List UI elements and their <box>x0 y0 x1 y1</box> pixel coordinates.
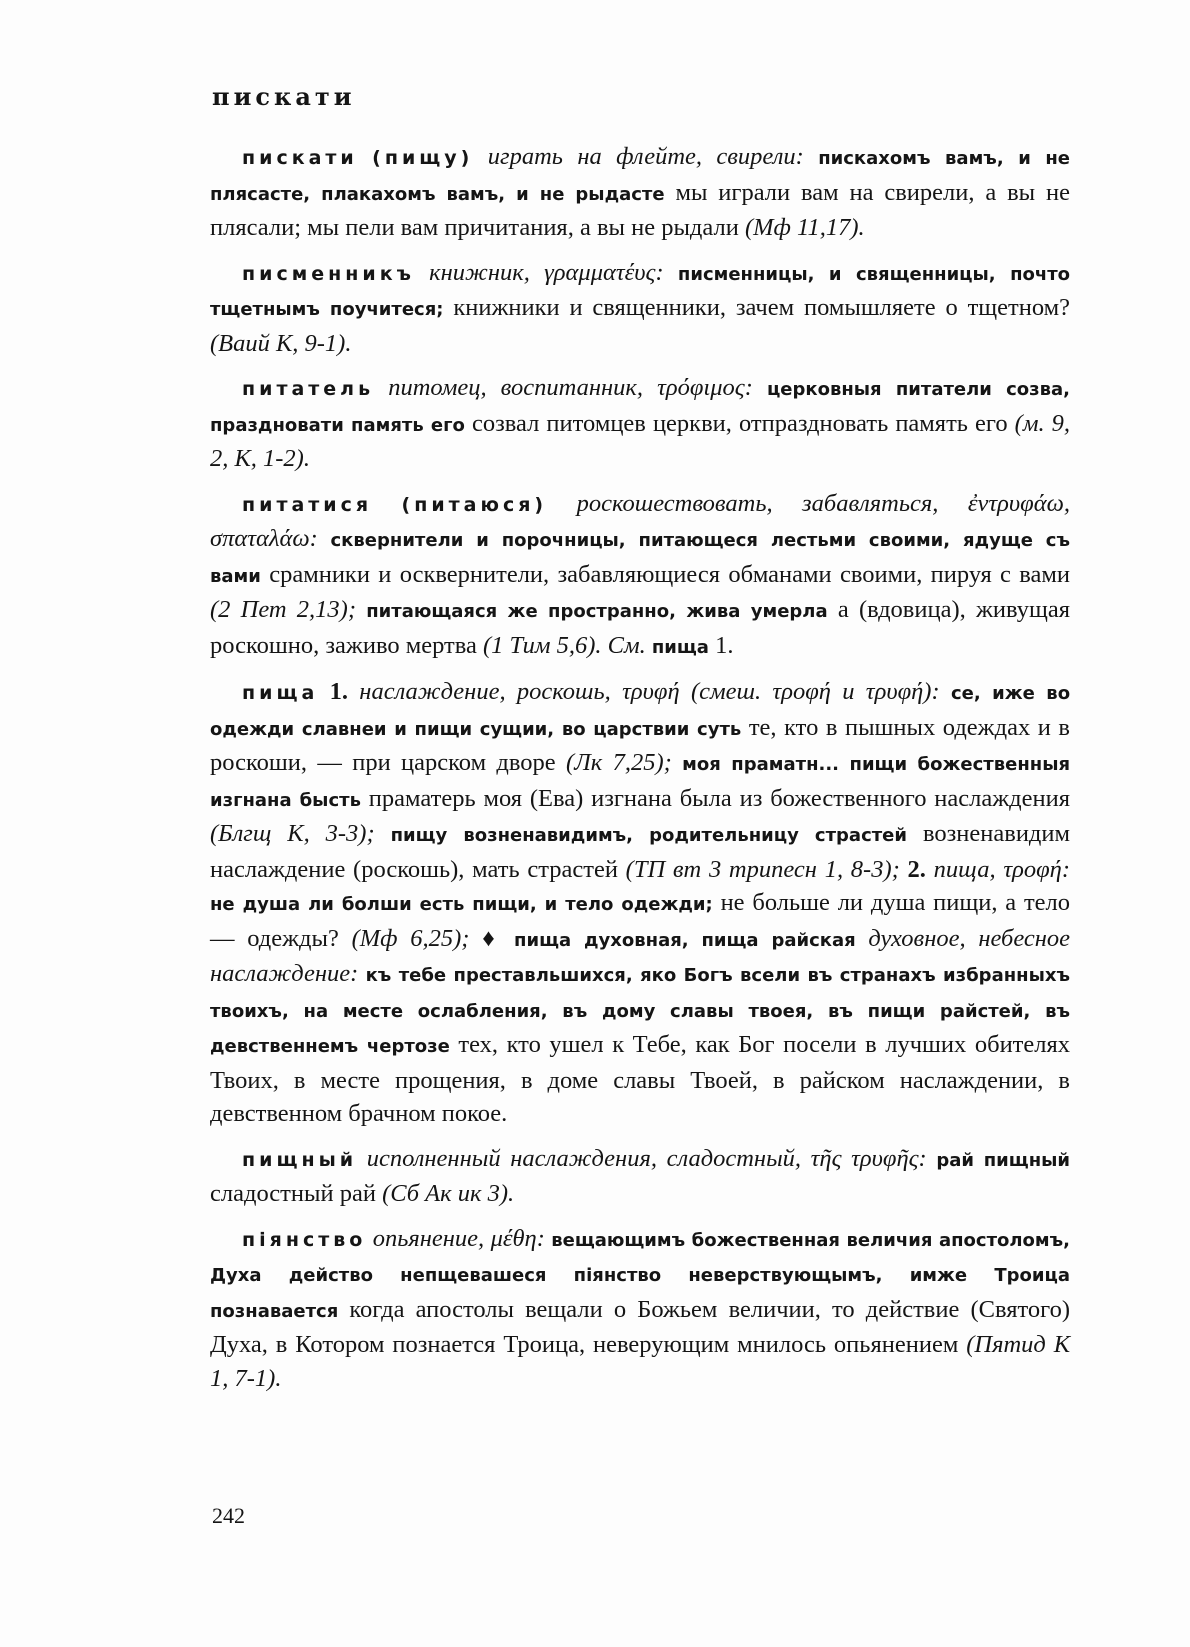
entry-quote: къ тебе преставльшихся, яко Богъ всели въ странахъ избранныхъ твоихъ, на месте ослабления, въ дому славы твоея, въ пищи райстей, въ девственнемъ чертозе <box>210 965 1071 1057</box>
entry-greek: τῆς τρυφῆς: <box>810 1144 927 1172</box>
entry-translation: не больше ли душа пищи, а тело — одежды? <box>210 889 1071 952</box>
entry-translation: сладостный рай <box>210 1180 376 1207</box>
entry-headword: пискати <box>242 147 358 169</box>
entry-translation: тех, кто ушел к Тебе, как Бог посели в лучших обителях Твоих, в месте прощения, в доме славы Твоей, в райском наслаждении, в девственном брачном покое. <box>210 1031 1071 1127</box>
entry-note: (смеш. τροφή и τρυφή): <box>690 678 940 705</box>
entry-translation: праматерь моя (Ева) изгнана была из божественного наслаждения <box>368 784 1070 812</box>
entry-translation: мы играли вам на свирели, а вы не плясали; мы пели вам причитания, а вы не рыдали <box>210 178 1070 241</box>
dictionary-entry <box>210 487 1070 665</box>
entry-reference: (Пятид К 1, 7-1). <box>210 1331 1070 1392</box>
entry-headword: питатель <box>242 378 375 400</box>
entry-quote: сквернители и порочницы, питающеся лестьми своими, ядуще съ вами <box>210 530 1070 587</box>
entry-greek: τρυφή <box>622 678 680 705</box>
dictionary-body <box>210 140 1070 1406</box>
entry-headword: пища <box>242 682 319 704</box>
entry-headword: писменникъ <box>242 262 415 285</box>
entry-reference: (1 Тим 5,6). <box>483 631 602 659</box>
entry-greek: μέθη: <box>490 1224 545 1252</box>
see-also-number: 1. <box>715 631 734 659</box>
entry-quote: се, иже во одежди славнеи и пищи сущии, во царствии суть <box>210 683 1071 740</box>
entry-grammar: (питаюся) <box>401 493 548 516</box>
entry-meaning: опьянение, <box>372 1224 485 1252</box>
entry-meaning: наслаждение, роскошь, <box>359 678 611 705</box>
entry-reference: (Мф 6,25); <box>351 924 470 952</box>
entry-headword: пищный <box>242 1148 358 1171</box>
dictionary-entry <box>210 1222 1070 1396</box>
entry-quote: писменницы, и священницы, почто тщетнымъ поучитеся; <box>210 263 1071 320</box>
entry-translation: срамники и осквернители, забавляющиеся обманами своими, пируя с вами <box>269 560 1070 588</box>
entry-reference: (м. 9, 2, К, 1-2). <box>210 409 1071 472</box>
entry-reference: (Ваий К, 9-1). <box>210 329 352 357</box>
entry-reference: (Сб Ак ик 3). <box>382 1180 515 1207</box>
dictionary-entry <box>210 371 1070 476</box>
entry-greek: γραμματέυς: <box>544 258 664 286</box>
entry-meaning: книжник, <box>429 258 530 286</box>
entry-translation: когда апостолы вещали о Божьем величии, то действие (Святого) Духа, в Котором познается Троица, неверующим мнилось опьянением <box>210 1295 1070 1358</box>
entry-reference: (Лк 7,25); <box>566 749 672 776</box>
entry-translation: а (вдовица), живущая роскошно, заживо мертва <box>210 596 1070 659</box>
entry-reference: (2 Пет 2,13); <box>210 596 356 623</box>
entry-quote: пискахомъ вамъ, и не плясасте, плакахомъ вамъ, и не рыдасте <box>210 148 1071 205</box>
entry-phrase: пища духовная, пища райская <box>514 929 856 951</box>
entry-quote: не душа ли болши есть пищи, и тело одежди; <box>210 894 713 915</box>
entry-translation: те, кто в пышных одеждах и в роскоши, — при царском дворе <box>210 713 1070 776</box>
entry-reference: (Мф 11,17). <box>744 214 865 241</box>
page-number: 242 <box>212 1503 245 1528</box>
entry-meaning: пища, <box>933 855 996 883</box>
entry-reference: (ТП вт 3 трипесн 1, 8-3); <box>625 855 900 883</box>
sense-number: 1. <box>329 678 348 705</box>
see-also-label: См. <box>607 631 646 659</box>
entry-translation: возненавидим наслаждение (роскошь), мать страстей <box>210 820 1071 883</box>
entry-quote: церковныя питатели созва, праздновати память его <box>210 379 1070 436</box>
see-also-link[interactable]: пища <box>651 636 709 658</box>
dictionary-entry <box>210 140 1070 245</box>
entry-translation: созвал питомцев церкви, отпраздновать память его <box>472 409 1008 437</box>
entry-meaning: играть на флейте, свирели: <box>487 143 804 170</box>
entry-quote: моя праматн... пищи божественныя изгнана бысть <box>210 754 1071 811</box>
entry-meaning: исполненный наслаждения, сладостный, <box>366 1144 802 1172</box>
sense-number: 2. <box>907 855 926 883</box>
entry-greek: ἐντρυφάω, σπαταλάω: <box>210 489 1070 552</box>
entry-grammar: (пищу) <box>372 147 474 169</box>
entry-headword: питатися <box>242 493 373 516</box>
entry-meaning: роскошествовать, забавляться, <box>576 489 939 517</box>
diamond-icon: ♦ <box>482 924 502 952</box>
dictionary-entry <box>210 256 1070 361</box>
dictionary-entry <box>210 1142 1070 1211</box>
entry-translation: книжники и священники, зачем помышляете о тщетном? <box>453 294 1070 321</box>
entry-quote: питающаяся же пространно, жива умерла <box>366 601 828 622</box>
entry-greek: τρόφιμος: <box>657 374 753 401</box>
entry-greek: τροφή: <box>1003 855 1070 883</box>
running-head: пискати <box>212 82 356 111</box>
entry-reference: (Блгщ К, 3-3); <box>210 820 375 847</box>
entry-quote: пищу возненавидимъ, родительницу страстей <box>390 825 907 846</box>
entry-quote: вещающимъ божественная величия апостоломъ, Духа действо непщевашеся піянство неверствующымъ, имже Троица познавается <box>210 1229 1070 1322</box>
entry-meaning: духовное, небесное наслаждение: <box>210 924 1071 987</box>
entry-meaning: питомец, воспитанник, <box>388 374 643 401</box>
dictionary-entry <box>210 675 1070 1131</box>
entry-headword: піянство <box>242 1228 367 1251</box>
entry-quote: рай пищный <box>936 1149 1071 1171</box>
